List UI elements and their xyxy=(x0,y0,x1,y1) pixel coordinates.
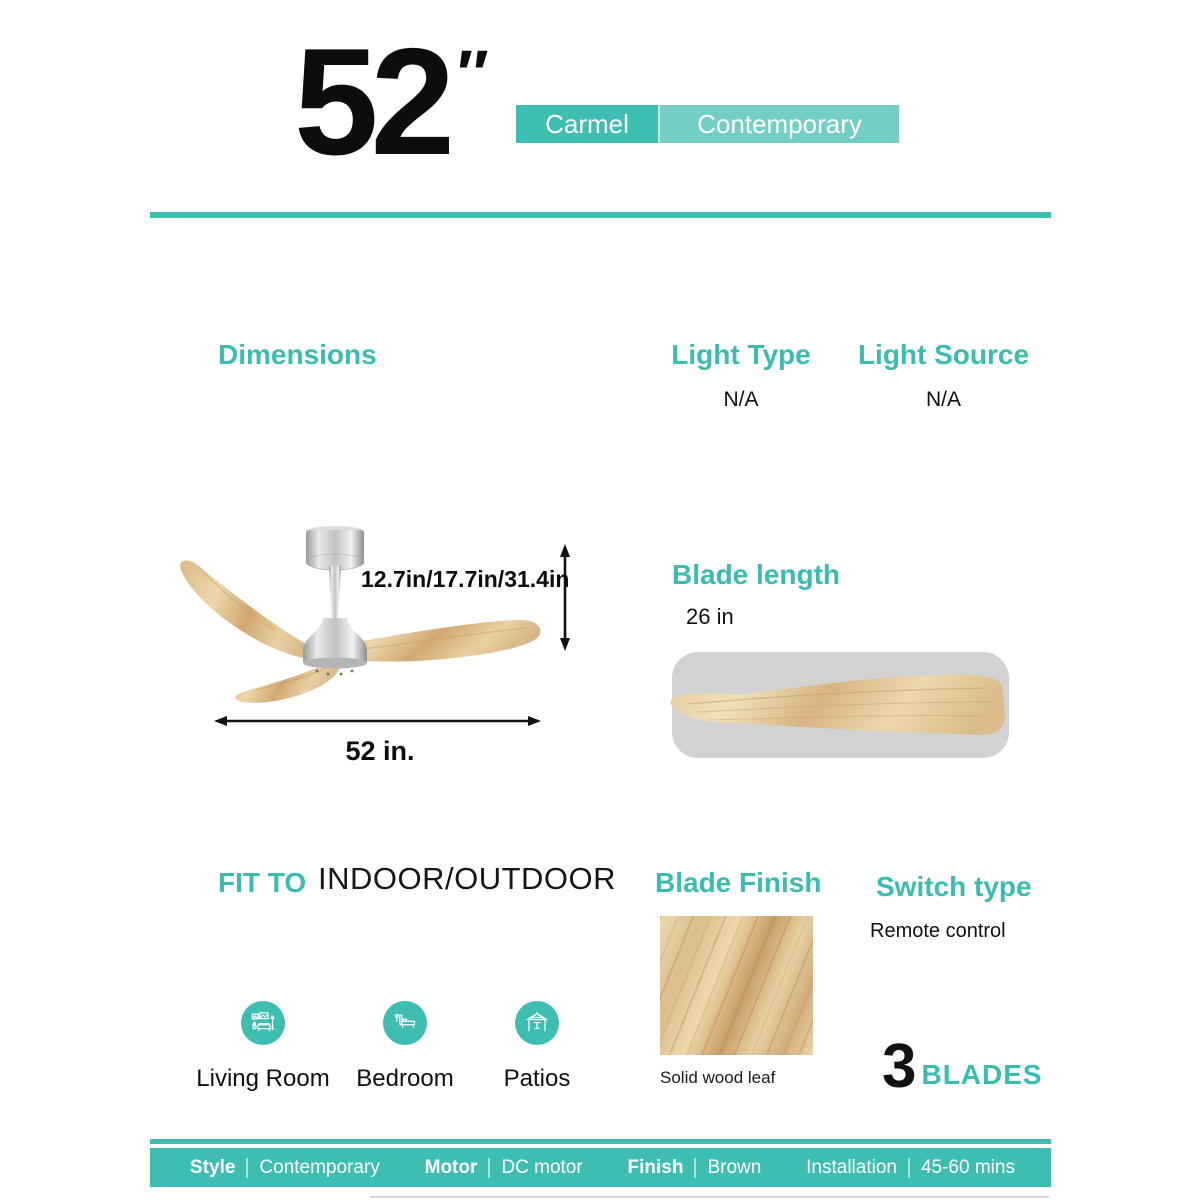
spec-finish xyxy=(628,1157,762,1179)
wood-finish-swatch xyxy=(660,916,813,1055)
light-type-label: Light Type xyxy=(671,339,811,370)
wood-finish-caption: Solid wood leaf xyxy=(660,1068,776,1087)
fit-to-label: FIT TO xyxy=(218,867,307,898)
spec-style xyxy=(190,1157,380,1179)
spec-separator xyxy=(694,1158,696,1178)
switch-type-title: Switch type xyxy=(876,871,1032,902)
spec-separator xyxy=(246,1158,248,1178)
spec-key: Style xyxy=(190,1156,236,1178)
spec-value: Contemporary xyxy=(259,1156,380,1178)
room-living-room xyxy=(188,1001,338,1093)
spec-key: Installation xyxy=(806,1156,897,1178)
dimensions-title: Dimensions xyxy=(218,339,377,370)
size-number: 52 xyxy=(294,17,448,187)
spec-separator xyxy=(908,1158,910,1178)
spec-separator xyxy=(488,1158,490,1178)
spec-value: 45-60 mins xyxy=(920,1156,1015,1178)
model-banner xyxy=(516,105,899,143)
fit-to-value: INDOOR/OUTDOOR xyxy=(318,861,617,896)
fan-blade-image xyxy=(667,652,1013,758)
fan-width-label: 52 in. xyxy=(345,736,415,766)
room-patios xyxy=(462,1001,612,1093)
room-label: Patios xyxy=(503,1065,571,1092)
room-label: Bedroom xyxy=(356,1065,454,1092)
blade-length-title: Blade length xyxy=(672,559,841,590)
patio-icon xyxy=(515,1001,559,1045)
bottom-edge-line xyxy=(370,1196,1049,1198)
spec-key: Finish xyxy=(627,1156,684,1178)
fan-dimension-figure xyxy=(165,518,575,768)
model-style-badge: Contemporary xyxy=(658,105,899,143)
top-divider-line xyxy=(150,212,1051,218)
blade-length-value: 26 in xyxy=(686,604,734,629)
blade-finish-title: Blade Finish xyxy=(655,867,822,898)
switch-type-value: Remote control xyxy=(870,920,1006,942)
blade-count-badge xyxy=(882,1032,1043,1101)
model-name-badge: Carmel xyxy=(516,105,658,143)
spec-value: Brown xyxy=(707,1156,762,1178)
spec-value: DC motor xyxy=(501,1156,583,1178)
bedroom-icon xyxy=(383,1001,427,1045)
spec-summary-bar xyxy=(150,1148,1051,1187)
spec-installation xyxy=(806,1157,1015,1179)
room-label: Living Room xyxy=(196,1065,330,1092)
footer-divider-line xyxy=(150,1139,1051,1144)
width-arrow xyxy=(214,716,541,726)
light-source-label: Light Source xyxy=(857,339,1030,370)
light-type-block xyxy=(661,338,821,412)
light-source-block xyxy=(856,338,1031,412)
fan-height-label: 12.7in/17.7in/31.4in xyxy=(361,566,570,592)
light-source-value: N/A xyxy=(925,387,961,411)
height-arrow xyxy=(560,544,570,651)
fan-size-heading xyxy=(294,17,489,187)
room-bedroom xyxy=(330,1001,480,1093)
ceiling-fan-image xyxy=(165,518,575,768)
living-room-icon xyxy=(241,1001,285,1045)
blade-count-number: 3 xyxy=(882,1032,917,1101)
blade-length-figure xyxy=(672,652,1009,758)
light-type-value: N/A xyxy=(723,387,759,411)
spec-motor xyxy=(425,1157,583,1179)
inch-mark: ″ xyxy=(457,36,489,110)
blade-count-label: BLADES xyxy=(921,1059,1043,1090)
spec-key: Motor xyxy=(424,1156,478,1178)
